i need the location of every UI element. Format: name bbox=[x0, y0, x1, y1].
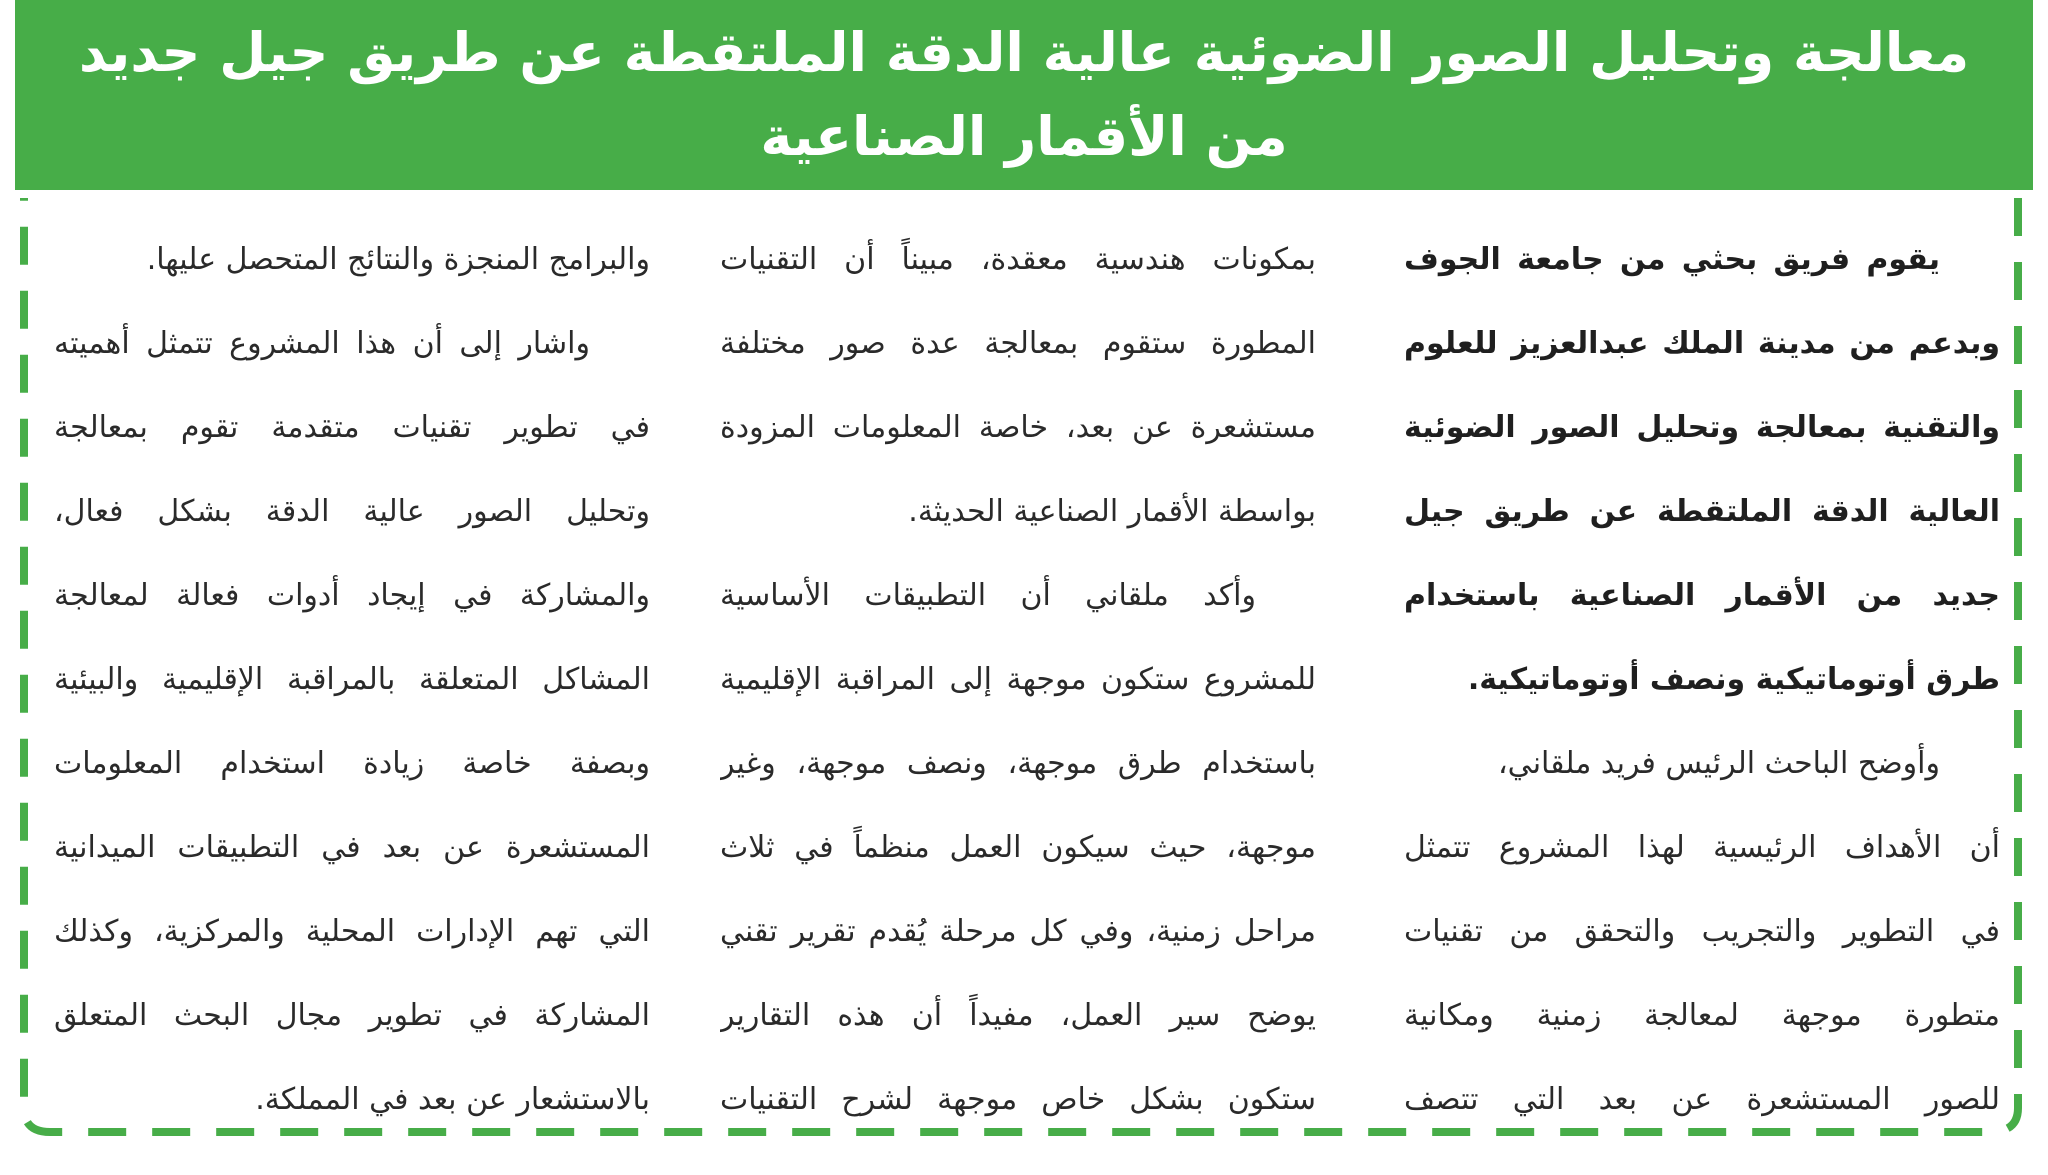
lead-line: جديد من الأقمار الصناعية باستخدام bbox=[1404, 578, 2000, 613]
body-line: مستشعرة عن بعد، خاصة المعلومات المزودة bbox=[720, 410, 1316, 445]
body-line: بواسطة الأقمار الصناعية الحديثة. bbox=[908, 494, 1316, 529]
headline-line-2: من الأقمار الصناعية bbox=[760, 105, 1288, 168]
body-line: واشار إلى أن هذا المشروع تتمثل أهميته bbox=[54, 326, 590, 361]
body-line: المستشعرة عن بعد في التطبيقات الميدانية bbox=[54, 830, 650, 865]
body-line: موجهة، حيث سيكون العمل منظماً في ثلاث bbox=[720, 830, 1316, 865]
body-line: المطورة ستقوم بمعالجة عدة صور مختلفة bbox=[720, 326, 1316, 361]
article-column-1 bbox=[1404, 218, 2000, 1142]
body-line: التي تهم الإدارات المحلية والمركزية، وكذلك bbox=[54, 914, 650, 949]
body-line: وأوضح الباحث الرئيس فريد ملقاني، bbox=[1498, 746, 1940, 781]
headline-banner bbox=[15, 0, 2033, 190]
body-line: متطورة موجهة لمعالجة زمنية ومكانية bbox=[1404, 998, 2000, 1033]
article-column-3 bbox=[54, 218, 650, 1142]
lead-line: طرق أوتوماتيكية ونصف أوتوماتيكية. bbox=[1467, 662, 2000, 697]
body-line: وتحليل الصور عالية الدقة بشكل فعال، bbox=[54, 494, 650, 529]
body-line: والبرامج المنجزة والنتائج المتحصل عليها. bbox=[146, 242, 650, 277]
body-line: وبصفة خاصة زيادة استخدام المعلومات bbox=[54, 746, 650, 781]
article-column-2 bbox=[720, 218, 1316, 1142]
lead-line: العالية الدقة الملتقطة عن طريق جيل bbox=[1404, 494, 2000, 529]
body-line: للمشروع ستكون موجهة إلى المراقبة الإقليمية bbox=[720, 662, 1316, 697]
body-line: للصور المستشعرة عن بعد التي تتصف bbox=[1404, 1082, 2000, 1117]
body-line: في التطوير والتجريب والتحقق من تقنيات bbox=[1404, 914, 2000, 949]
body-line: والمشاركة في إيجاد أدوات فعالة لمعالجة bbox=[54, 578, 650, 613]
lead-line: والتقنية بمعالجة وتحليل الصور الضوئية bbox=[1404, 410, 2000, 445]
body-line: المشاركة في تطوير مجال البحث المتعلق bbox=[54, 998, 650, 1033]
body-line: أن الأهداف الرئيسية لهذا المشروع تتمثل bbox=[1404, 830, 2000, 865]
body-line: مراحل زمنية، وفي كل مرحلة يُقدم تقرير تقني bbox=[720, 914, 1316, 949]
article-frame bbox=[18, 198, 2026, 1148]
body-line: بمكونات هندسية معقدة، مبيناً أن التقنيات bbox=[720, 242, 1316, 277]
lead-line: يقوم فريق بحثي من جامعة الجوف bbox=[1404, 242, 1940, 277]
lead-line: وبدعم من مدينة الملك عبدالعزيز للعلوم bbox=[1404, 326, 2000, 361]
body-line: بالاستشعار عن بعد في المملكة. bbox=[255, 1082, 650, 1117]
body-line: ستكون بشكل خاص موجهة لشرح التقنيات bbox=[720, 1082, 1316, 1117]
body-line: المشاكل المتعلقة بالمراقبة الإقليمية والبيئية bbox=[54, 662, 650, 697]
headline-line-1: معالجة وتحليل الصور الضوئية عالية الدقة الملتقطة عن طريق جيل جديد bbox=[78, 21, 1970, 84]
body-line: باستخدام طرق موجهة، ونصف موجهة، وغير bbox=[720, 746, 1316, 781]
body-line: وأكد ملقاني أن التطبيقات الأساسية bbox=[720, 578, 1256, 613]
body-line: في تطوير تقنيات متقدمة تقوم بمعالجة bbox=[54, 410, 650, 445]
body-line: يوضح سير العمل، مفيداً أن هذه التقارير bbox=[720, 998, 1316, 1033]
